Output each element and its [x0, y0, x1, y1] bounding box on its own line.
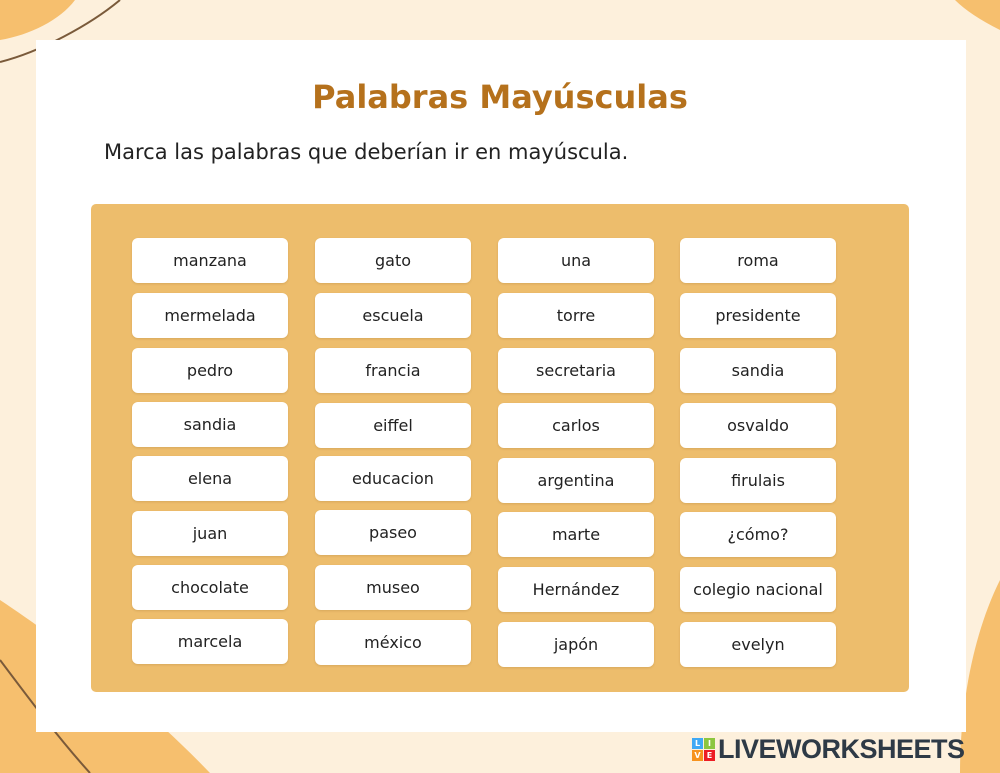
word-option[interactable]: chocolate [132, 565, 288, 610]
word-option[interactable]: marte [498, 512, 654, 557]
word-option[interactable]: firulais [680, 458, 836, 503]
word-option[interactable]: sandia [132, 402, 288, 447]
word-option[interactable]: osvaldo [680, 403, 836, 448]
word-option[interactable]: gato [315, 238, 471, 283]
word-option[interactable]: sandia [680, 348, 836, 393]
word-option[interactable]: francia [315, 348, 471, 393]
word-option[interactable]: japón [498, 622, 654, 667]
page-title: Palabras Mayúsculas [312, 78, 688, 116]
word-option[interactable]: evelyn [680, 622, 836, 667]
word-option[interactable]: juan [132, 511, 288, 556]
logo-mark-icon [692, 738, 715, 761]
liveworksheets-logo [692, 733, 965, 765]
word-option[interactable]: carlos [498, 403, 654, 448]
word-option[interactable]: mermelada [132, 293, 288, 338]
word-option[interactable]: méxico [315, 620, 471, 665]
instruction-text: Marca las palabras que deberían ir en mayúscula. [104, 140, 629, 164]
logo-letter-i: I [704, 738, 715, 749]
word-option[interactable]: paseo [315, 510, 471, 555]
logo-letter-l: L [692, 738, 703, 749]
word-option[interactable]: eiffel [315, 403, 471, 448]
word-option[interactable]: argentina [498, 458, 654, 503]
word-option[interactable]: Hernández [498, 567, 654, 612]
word-board [91, 204, 909, 692]
word-option[interactable]: ¿cómo? [680, 512, 836, 557]
word-option[interactable]: manzana [132, 238, 288, 283]
word-option[interactable]: educacion [315, 456, 471, 501]
word-option[interactable]: roma [680, 238, 836, 283]
word-option[interactable]: pedro [132, 348, 288, 393]
word-option[interactable]: una [498, 238, 654, 283]
word-option[interactable]: presidente [680, 293, 836, 338]
word-option[interactable]: marcela [132, 619, 288, 664]
logo-letter-v: V [692, 750, 703, 761]
word-option[interactable]: colegio nacional [680, 567, 836, 612]
word-option[interactable]: escuela [315, 293, 471, 338]
logo-letter-e: E [704, 750, 715, 761]
word-option[interactable]: elena [132, 456, 288, 501]
word-option[interactable]: torre [498, 293, 654, 338]
word-option[interactable]: museo [315, 565, 471, 610]
word-option[interactable]: secretaria [498, 348, 654, 393]
brand-name: LIVEWORKSHEETS [718, 733, 965, 764]
